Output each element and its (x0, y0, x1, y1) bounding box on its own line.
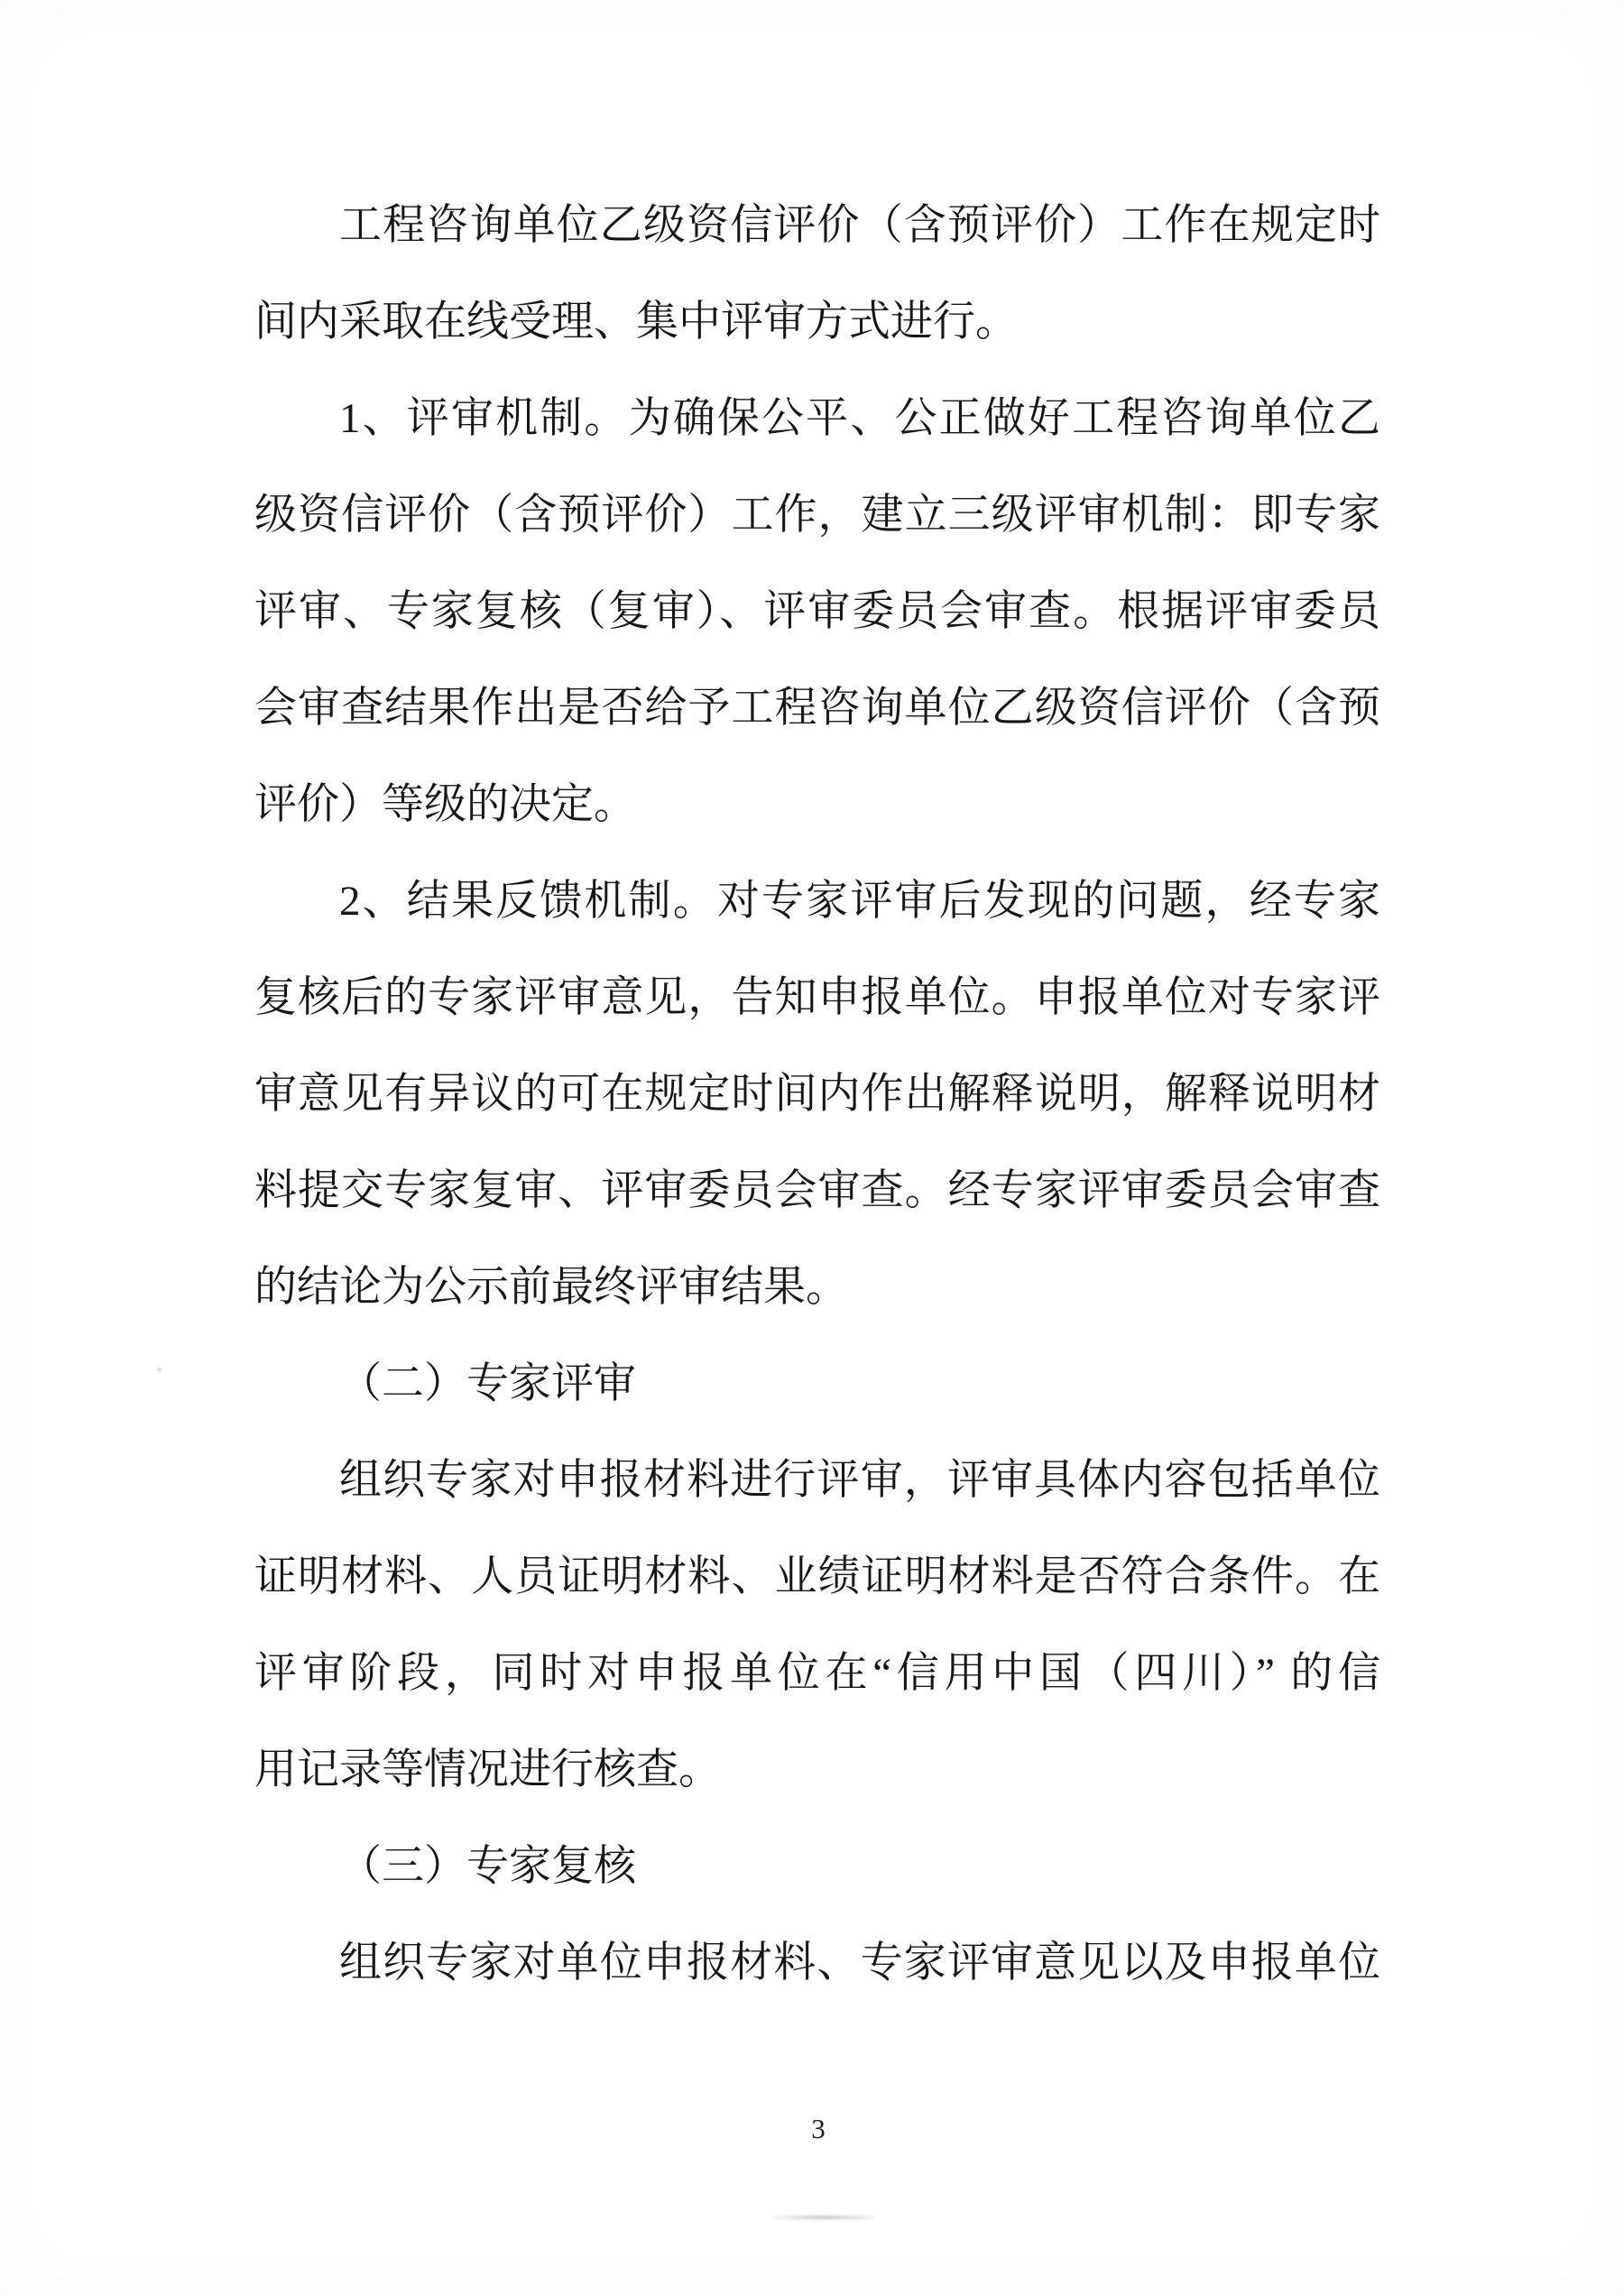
body-line: 复核后的专家评审意见，告知申报单位。申报单位对专家评 (254, 974, 1380, 1021)
body-line: 证明材料、人员证明材料、业绩证明材料是否符合条件。在 (254, 1553, 1380, 1600)
body-line: 用记录等情况进行核查。 (254, 1747, 721, 1793)
body-line: 评审、专家复核（复审）、评审委员会审查。根据评审委员 (254, 588, 1380, 635)
scan-speck-artifact (157, 1368, 161, 1371)
body-line: 级资信评价（含预评价）工作，建立三级评审机制：即专家 (254, 492, 1380, 539)
body-line: 工程咨询单位乙级资信评价（含预评价）工作在规定时 (339, 202, 1380, 249)
body-line: 评审阶段，同时对申报单位在“信用中国（四川）” 的信 (254, 1650, 1380, 1697)
body-line: 间内采取在线受理、集中评审方式进行。 (254, 299, 1018, 346)
body-line: 料提交专家复审、评审委员会审查。经专家评审委员会审查 (254, 1167, 1380, 1214)
body-line: 1、评审机制。为确保公平、公正做好工程咨询单位乙 (339, 395, 1380, 442)
body-line: 组织专家对单位申报材料、专家评审意见以及申报单位 (339, 1940, 1380, 1986)
body-line: 审意见有异议的可在规定时间内作出解释说明，解释说明材 (254, 1071, 1380, 1118)
section-heading: （三）专家复核 (339, 1843, 636, 1890)
body-line: 组织专家对申报材料进行评审，评审具体内容包括单位 (339, 1457, 1380, 1504)
body-line: 的结论为公示前最终评审结果。 (254, 1264, 848, 1311)
section-heading: （二）专家评审 (339, 1360, 636, 1407)
page-number: 3 (811, 2113, 826, 2144)
body-line: 2、结果反馈机制。对专家评审后发现的问题，经专家 (339, 878, 1380, 925)
body-line: 评价）等级的决定。 (254, 781, 636, 828)
scan-smudge-artifact (774, 2215, 875, 2220)
document-text-block (254, 178, 1380, 2012)
body-line: 会审查结果作出是否给予工程咨询单位乙级资信评价（含预 (254, 685, 1380, 732)
